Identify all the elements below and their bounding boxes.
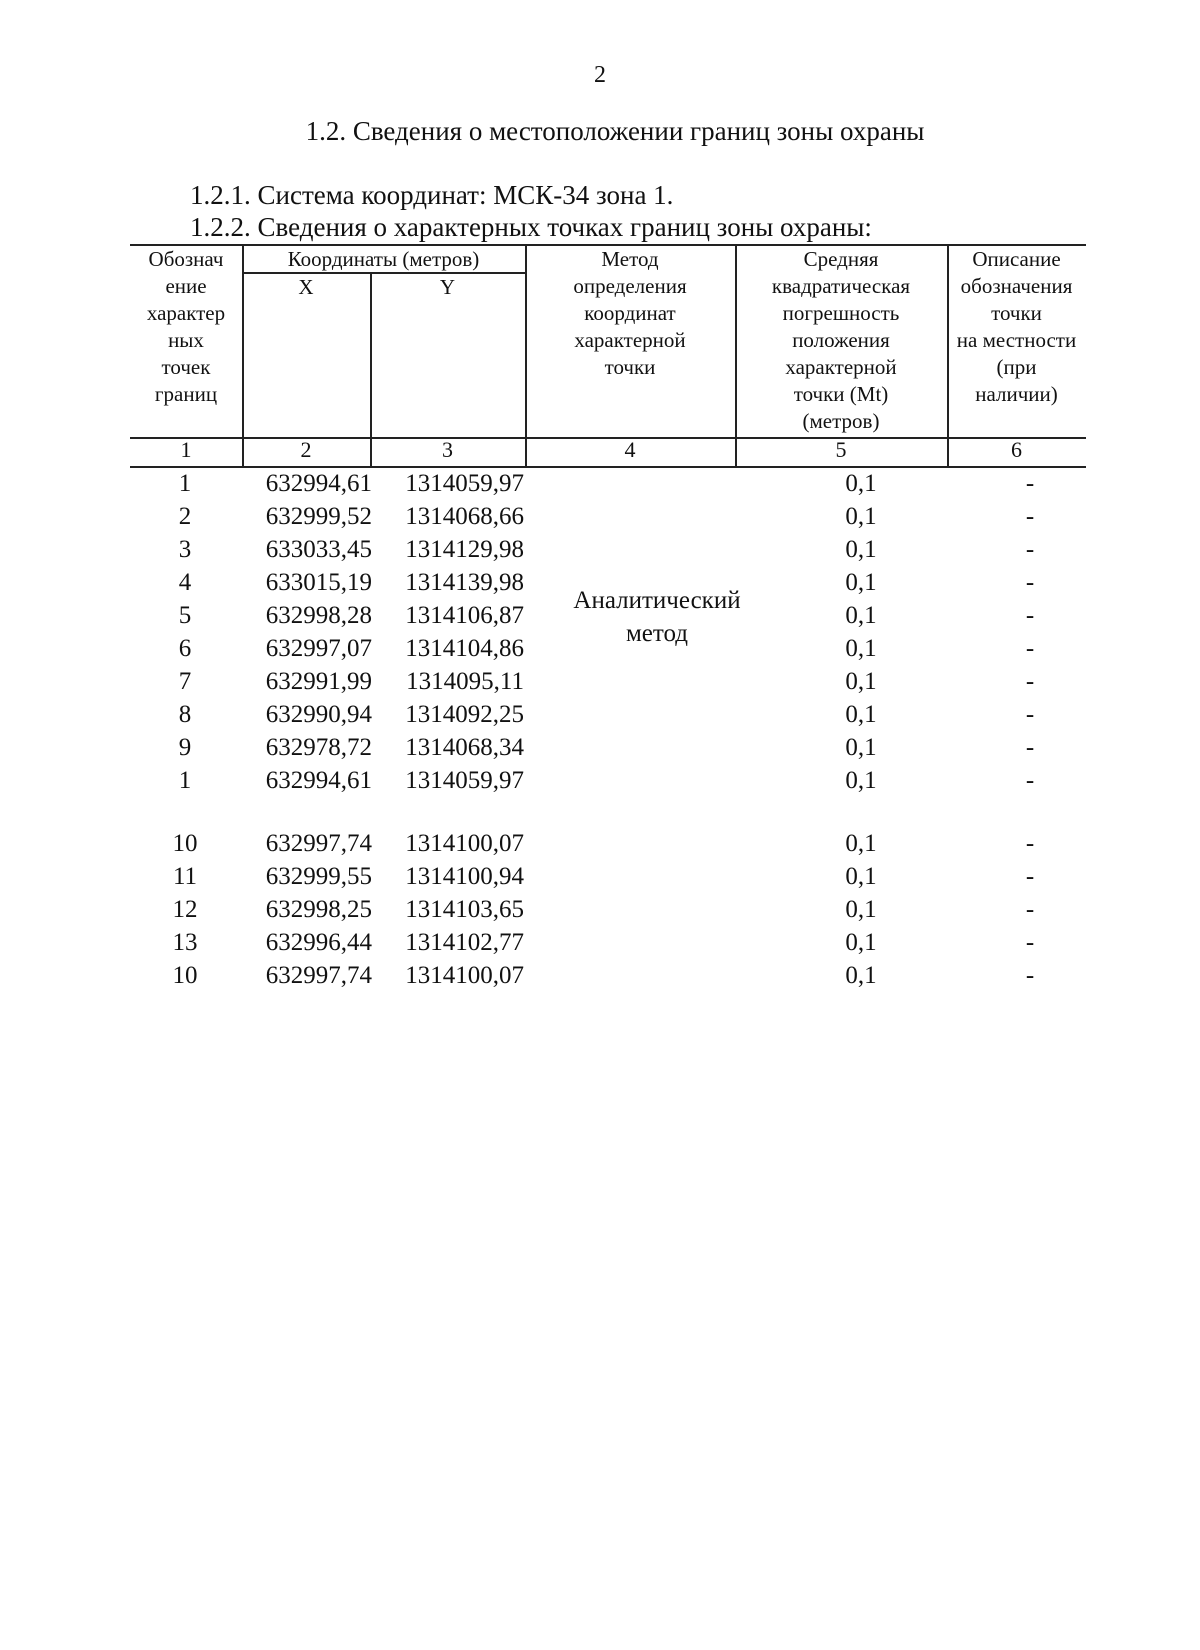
coord-y: 1314106,87 (405, 602, 524, 629)
description-value: - (1025, 896, 1035, 923)
coord-y: 1314100,94 (405, 863, 524, 890)
points-heading-line: 1.2.2. Сведения о характерных точках границ зоны охраны: (190, 212, 872, 242)
header-coordinates: Координаты (метров) (287, 247, 480, 271)
description-value: - (1025, 668, 1035, 695)
error-value: 0,1 (845, 701, 877, 728)
error-value: 0,1 (845, 536, 877, 563)
header-point-id: Обознач ение характер ных точек границ (146, 247, 226, 406)
error-value: 0,1 (845, 569, 877, 596)
point-id: 12 (172, 896, 198, 923)
point-id: 2 (178, 503, 192, 530)
error-value: 0,1 (845, 896, 877, 923)
description-value: - (1025, 701, 1035, 728)
method-value: Аналитический метод (573, 587, 741, 647)
coord-y: 1314100,07 (405, 962, 524, 989)
description-value: - (1025, 602, 1035, 629)
point-id: 9 (178, 734, 192, 761)
page-number: 2 (594, 62, 606, 88)
coord-y: 1314095,11 (406, 668, 524, 695)
description-value: - (1025, 962, 1035, 989)
coord-x: 632997,74 (265, 962, 372, 989)
description-value: - (1025, 635, 1035, 662)
header-method: Метод определения координат характерной точки (573, 247, 687, 379)
coord-x: 632998,25 (265, 896, 372, 923)
column-number-5: 5 (835, 437, 847, 462)
description-value: - (1025, 830, 1035, 857)
error-value: 0,1 (845, 668, 877, 695)
coord-x: 633033,45 (265, 536, 372, 563)
coord-y: 1314059,97 (405, 470, 524, 497)
description-value: - (1025, 470, 1035, 497)
coord-y: 1314092,25 (405, 701, 524, 728)
coord-y: 1314100,07 (405, 830, 524, 857)
point-id: 10 (172, 962, 198, 989)
coord-x: 632996,44 (265, 929, 372, 956)
description-value: - (1025, 503, 1035, 530)
coord-x: 632997,74 (265, 830, 372, 857)
point-id: 6 (178, 635, 192, 662)
error-value: 0,1 (845, 503, 877, 530)
error-value: 0,1 (845, 863, 877, 890)
description-value: - (1025, 863, 1035, 890)
coord-x: 632991,99 (265, 668, 372, 695)
coord-x: 632994,61 (265, 767, 372, 794)
coord-x: 633015,19 (265, 569, 372, 596)
point-id: 5 (178, 602, 192, 629)
column-number-2: 2 (300, 437, 312, 462)
coord-y: 1314068,66 (405, 503, 524, 530)
section-title: 1.2. Сведения о местоположении границ зоны охраны (305, 116, 925, 146)
description-value: - (1025, 569, 1035, 596)
coord-y: 1314104,86 (405, 635, 524, 662)
column-numbers-rule (130, 466, 1086, 468)
header-error: Средняя квадратическая погрешность положения характерной точки (Mt) (метров) (771, 247, 911, 433)
point-id: 1 (178, 767, 192, 794)
error-value: 0,1 (845, 767, 877, 794)
coord-x: 632999,55 (265, 863, 372, 890)
coord-x: 632978,72 (265, 734, 372, 761)
description-value: - (1025, 929, 1035, 956)
coord-x: 632999,52 (265, 503, 372, 530)
coord-y: 1314103,65 (405, 896, 524, 923)
point-id: 8 (178, 701, 192, 728)
header-description: Описание обозначения точки на местности (при наличии) (956, 247, 1077, 406)
description-value: - (1025, 767, 1035, 794)
point-id: 1 (178, 470, 192, 497)
error-value: 0,1 (845, 962, 877, 989)
column-number-1: 1 (180, 437, 192, 462)
coord-y: 1314102,77 (405, 929, 524, 956)
error-value: 0,1 (845, 734, 877, 761)
error-value: 0,1 (845, 635, 877, 662)
coord-y: 1314059,97 (405, 767, 524, 794)
point-id: 4 (178, 569, 192, 596)
header-x: X (298, 275, 314, 299)
column-number-4: 4 (624, 437, 636, 462)
coord-x: 632998,28 (265, 602, 372, 629)
error-value: 0,1 (845, 602, 877, 629)
coordinate-system-line: 1.2.1. Система координат: МСК-34 зона 1. (190, 180, 674, 210)
error-value: 0,1 (845, 830, 877, 857)
error-value: 0,1 (845, 929, 877, 956)
header-y: Y (439, 275, 456, 299)
error-value: 0,1 (845, 470, 877, 497)
coord-x: 632994,61 (265, 470, 372, 497)
description-value: - (1025, 734, 1035, 761)
description-value: - (1025, 536, 1035, 563)
column-number-6: 6 (1011, 437, 1022, 462)
point-id: 7 (178, 668, 192, 695)
point-id: 11 (172, 863, 198, 890)
point-id: 13 (172, 929, 198, 956)
coord-x: 632997,07 (265, 635, 372, 662)
coord-y: 1314129,98 (405, 536, 524, 563)
coord-x: 632990,94 (265, 701, 372, 728)
point-id: 3 (178, 536, 192, 563)
coord-y: 1314139,98 (405, 569, 524, 596)
point-id: 10 (172, 830, 198, 857)
column-number-3: 3 (442, 437, 453, 462)
coord-y: 1314068,34 (405, 734, 524, 761)
